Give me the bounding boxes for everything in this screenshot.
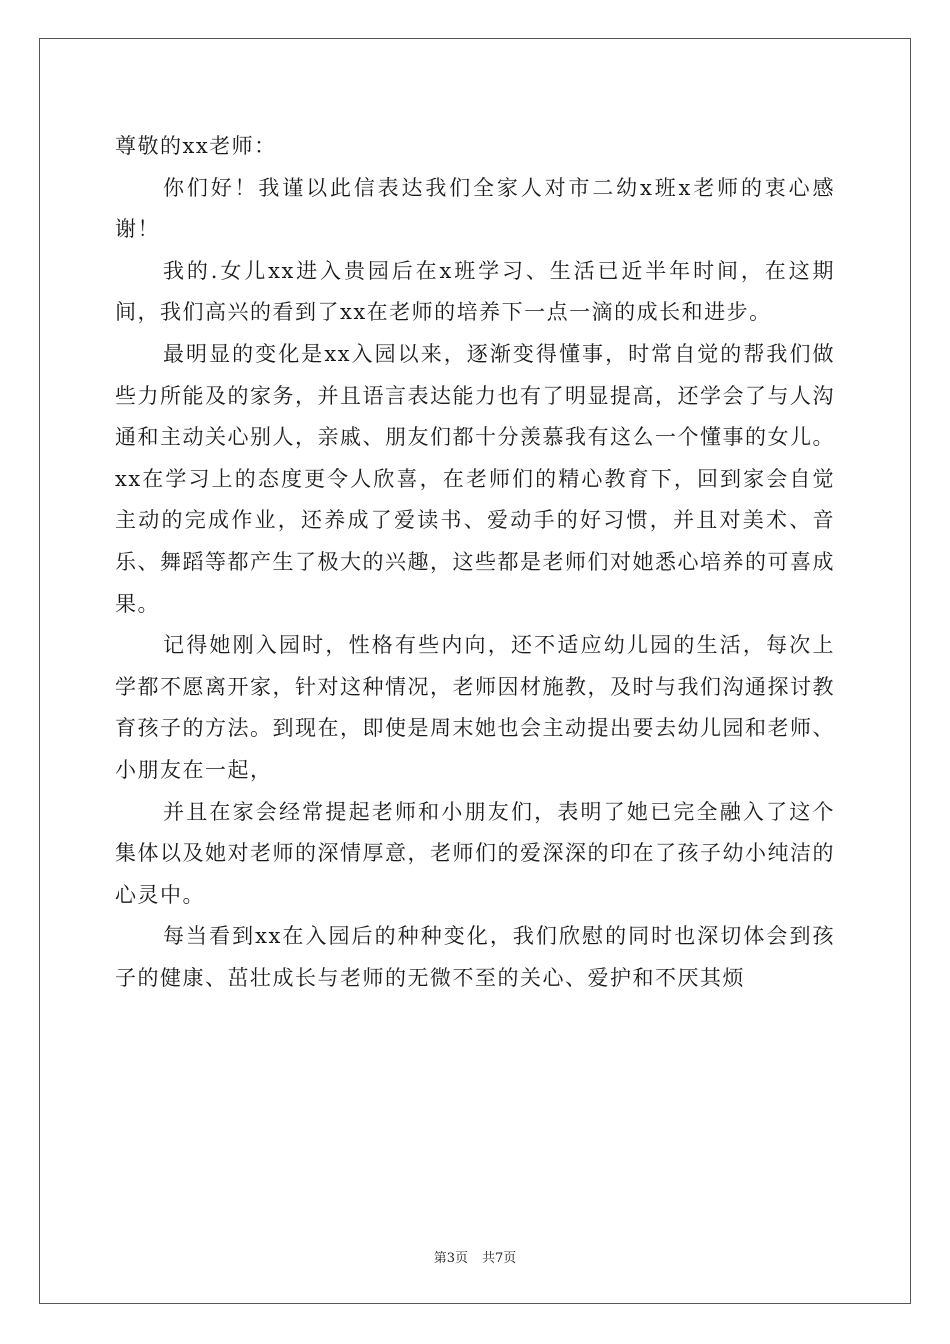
- paragraph-integration: 并且在家会经常提起老师和小朋友们，表明了她已完全融入了这个集体以及她对老师的深情厚意，老师们的爱深深的印在了孩子幼小纯洁的心灵中。: [115, 799, 835, 907]
- paragraph-gratitude: 每当看到xx在入园后的种种变化，我们欣慰的同时也深切体会到孩子的健康、茁壮成长与老师的无微不至的关心、爱护和不厌其烦: [115, 924, 835, 990]
- page-footer: [0, 1247, 950, 1266]
- paragraph-greeting: 你们好！我谨以此信表达我们全家人对市二幼x班x老师的衷心感谢！: [115, 175, 835, 242]
- page-total: 共7页: [482, 1251, 517, 1266]
- letter-body: [115, 126, 835, 999]
- salutation: 尊敬的xx老师：: [115, 134, 277, 158]
- paragraph-memory: 记得她刚入园时，性格有些内向，还不适应幼儿园的生活，每次上学都不愿离开家，针对这种情况，老师因材施教，及时与我们沟通探讨教育孩子的方法。到现在，即使是周末她也会主动提出要去幼儿园和老师、小朋友在一起，: [115, 633, 835, 782]
- paragraph-changes: 最明显的变化是xx入园以来，逐渐变得懂事，时常自觉的帮我们做些力所能及的家务，并且语言表达能力也有了明显提高，还学会了与人沟通和主动关心别人，亲戚、朋友们都十分羡慕我有这么一个懂事的女儿。xx在学习上的态度更令人欣喜，在老师们的精心教育下，回到家会自觉主动的完成作业，还养成了爱读书、爱动手的好习惯，并且对美术、音乐、舞蹈等都产生了极大的兴趣，这些都是老师们对她悉心培养的可喜成果。: [115, 341, 835, 616]
- page-number: 第3页: [433, 1251, 468, 1266]
- paragraph-intro: 我的.女儿xx进入贵园后在x班学习、生活已近半年时间，在这期间，我们高兴的看到了xx在老师的培养下一点一滴的成长和进步。: [115, 258, 835, 325]
